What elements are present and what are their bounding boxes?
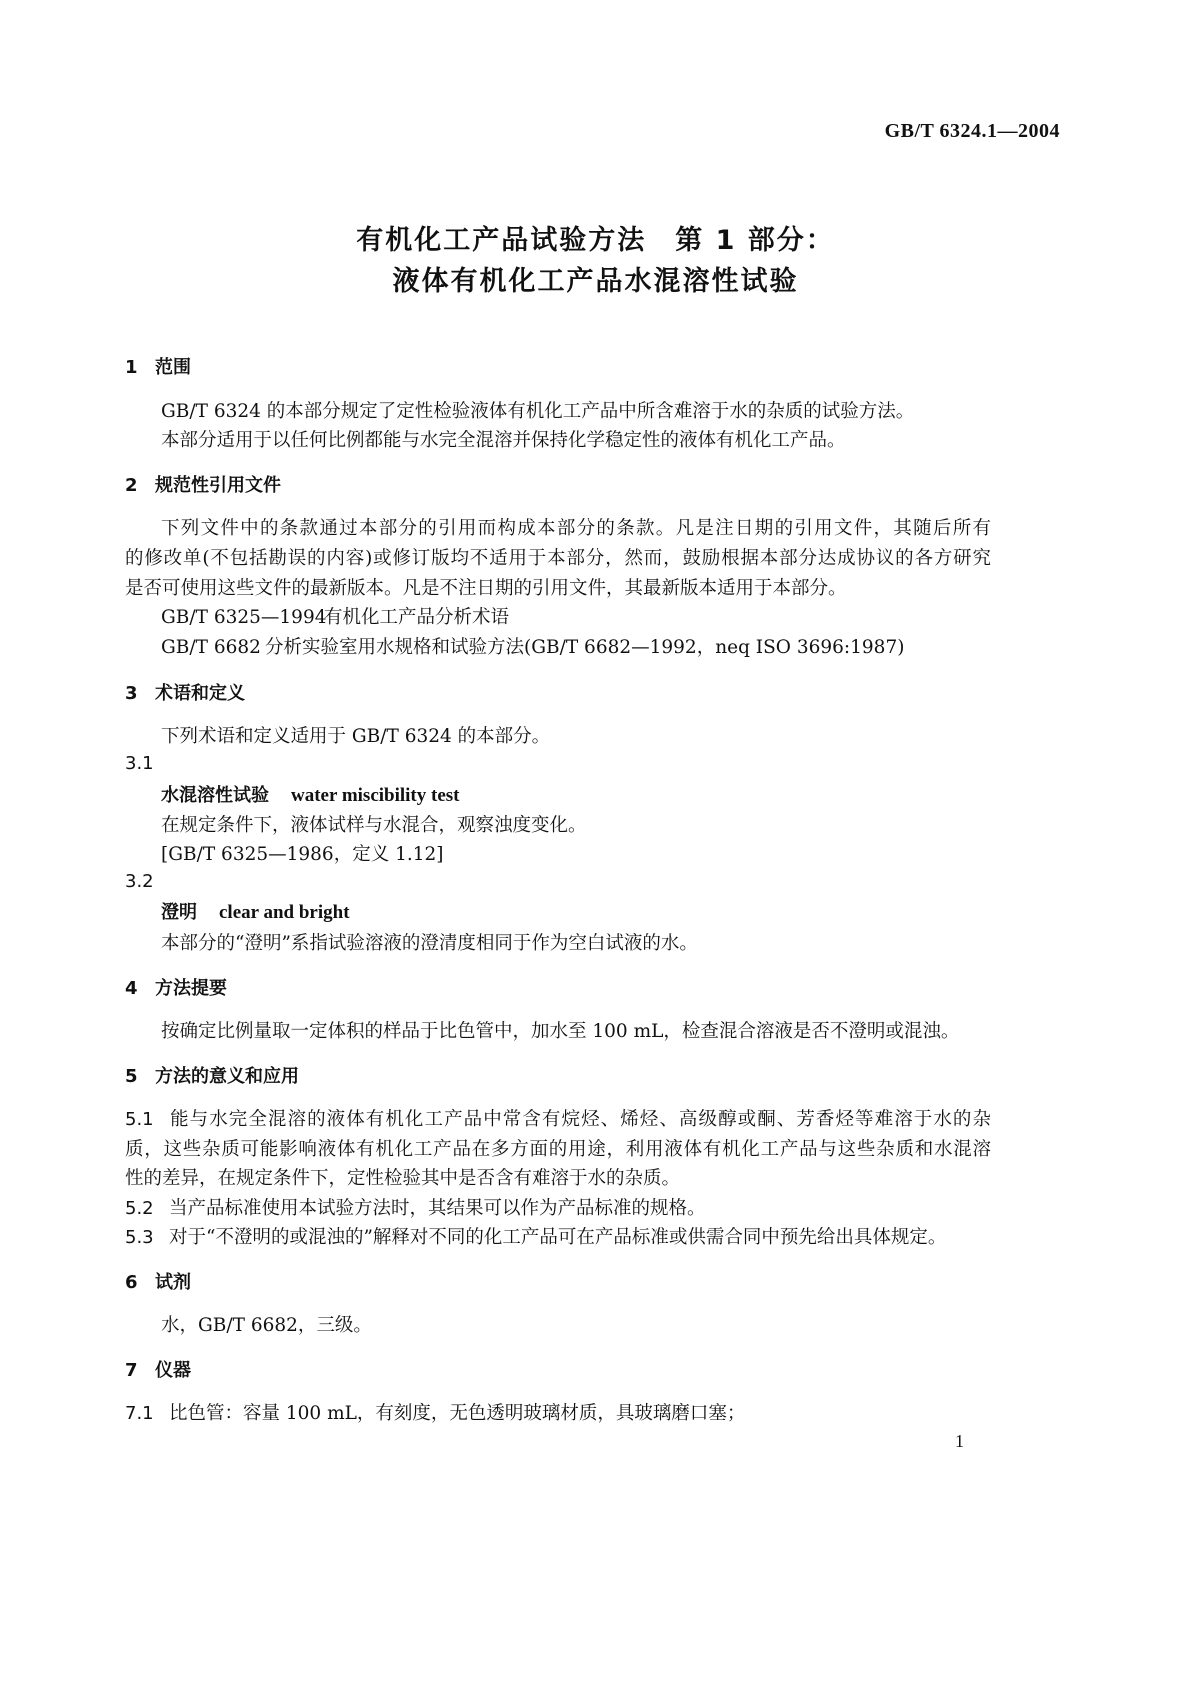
clause-text: 对于“不澄明的或混浊的”解释对不同的化工产品可在产品标准或供需合同中预先给出具体规定。 (169, 1227, 947, 1248)
section-2-heading (125, 471, 281, 497)
section-4-heading (125, 974, 227, 1000)
section-title: 仪器 (155, 1360, 191, 1381)
term-number: 3.1 (125, 753, 154, 774)
reference-code: GB/T 6325—1994 (161, 607, 327, 628)
clause-text: 比色管：容量 100 mL，有刻度，无色透明玻璃材质，具玻璃磨口塞； (169, 1403, 746, 1424)
section-title: 方法的意义和应用 (155, 1066, 299, 1087)
term-chinese: 澄明 (161, 902, 197, 923)
term-number: 3.2 (125, 871, 154, 892)
term-definition: 本部分的“澄明”系指试验溶液的澄清度相同于作为空白试液的水。 (161, 933, 698, 954)
section-2-paragraph-line-2: 的修改单(不包括勘误的内容)或修订版均不适用于本部分，然而，鼓励根据本部分达成协议的各方研究 (125, 548, 991, 569)
document-title-line-2: 液体有机化工产品水混溶性试验 (392, 266, 799, 297)
clause-number: 5.2 (125, 1198, 154, 1219)
term-english: clear and bright (219, 902, 350, 923)
section-title: 术语和定义 (155, 683, 245, 704)
section-number: 3 (125, 683, 138, 704)
reference-title: 有机化工产品分析术语 (324, 607, 510, 628)
section-number: 7 (125, 1360, 138, 1381)
section-number: 6 (125, 1272, 138, 1293)
clause-7-1 (125, 1399, 745, 1425)
section-1-heading (125, 353, 191, 379)
clause-number: 7.1 (125, 1403, 154, 1424)
section-1-paragraph-2: 本部分适用于以任何比例都能与水完全混溶并保持化学稳定性的液体有机化工产品。 (161, 430, 846, 451)
standard-code: GB/T 6324.1—2004 (884, 120, 1060, 142)
section-number: 1 (125, 357, 138, 378)
section-4-paragraph: 按确定比例量取一定体积的样品于比色管中，加水至 100 mL，检查混合溶液是否不澄明或混浊。 (161, 1021, 960, 1042)
term-entry (161, 781, 460, 807)
section-1-paragraph-1: GB/T 6324 的本部分规定了定性检验液体有机化工产品中所含难溶于水的杂质的试验方法。 (161, 401, 915, 422)
clause-text: 当产品标准使用本试验方法时，其结果可以作为产品标准的规格。 (169, 1198, 706, 1219)
term-english: water miscibility test (291, 785, 460, 806)
section-number: 2 (125, 475, 138, 496)
section-title: 规范性引用文件 (155, 475, 281, 496)
page-number: 1 (955, 1431, 964, 1451)
section-6-heading (125, 1268, 191, 1294)
section-title: 试剂 (155, 1272, 191, 1293)
clause-5-1-line-3: 性的差异，在规定条件下，定性检验其中是否含有难溶于水的杂质。 (125, 1168, 681, 1189)
reference-code: GB/T 6682 (161, 637, 261, 658)
section-6-paragraph: 水，GB/T 6682，三级。 (161, 1315, 372, 1336)
clause-5-1-line-2: 质，这些杂质可能影响液体有机化工产品在多方面的用途，利用液体有机化工产品与这些杂质和水混溶 (125, 1139, 991, 1160)
section-2-paragraph-line-1: 下列文件中的条款通过本部分的引用而构成本部分的条款。凡是注日期的引用文件，其随后所有 (161, 518, 991, 539)
section-3-heading (125, 679, 245, 705)
section-2-paragraph-line-3: 是否可使用这些文件的最新版本。凡是不注日期的引用文件，其最新版本适用于本部分。 (125, 578, 847, 599)
section-title: 方法提要 (155, 978, 227, 999)
section-7-heading (125, 1356, 191, 1382)
document-title-line-1: 有机化工产品试验方法 第 1 部分： (356, 225, 835, 256)
term-chinese: 水混溶性试验 (161, 785, 269, 806)
section-number: 4 (125, 978, 138, 999)
clause-5-2 (125, 1194, 706, 1220)
term-entry (161, 898, 350, 924)
term-source: [GB/T 6325—1986，定义 1.12] (161, 844, 444, 865)
clause-text: 能与水完全混溶的液体有机化工产品中常含有烷烃、烯烃、高级醇或酮、芳香烃等难溶于水的杂 (169, 1109, 991, 1130)
reference-title: 分析实验室用水规格和试验方法(GB/T 6682—1992，neq ISO 3696:1987) (265, 637, 905, 658)
reference-item (161, 633, 904, 659)
clause-5-1-line-1 (125, 1105, 991, 1131)
section-number: 5 (125, 1066, 138, 1087)
section-3-intro: 下列术语和定义适用于 GB/T 6324 的本部分。 (161, 726, 551, 747)
section-title: 范围 (155, 357, 191, 378)
reference-item (161, 603, 509, 629)
section-5-heading (125, 1062, 299, 1088)
clause-number: 5.3 (125, 1227, 154, 1248)
clause-number: 5.1 (125, 1109, 154, 1130)
clause-5-3 (125, 1223, 946, 1249)
term-definition: 在规定条件下，液体试样与水混合，观察浊度变化。 (161, 815, 587, 836)
